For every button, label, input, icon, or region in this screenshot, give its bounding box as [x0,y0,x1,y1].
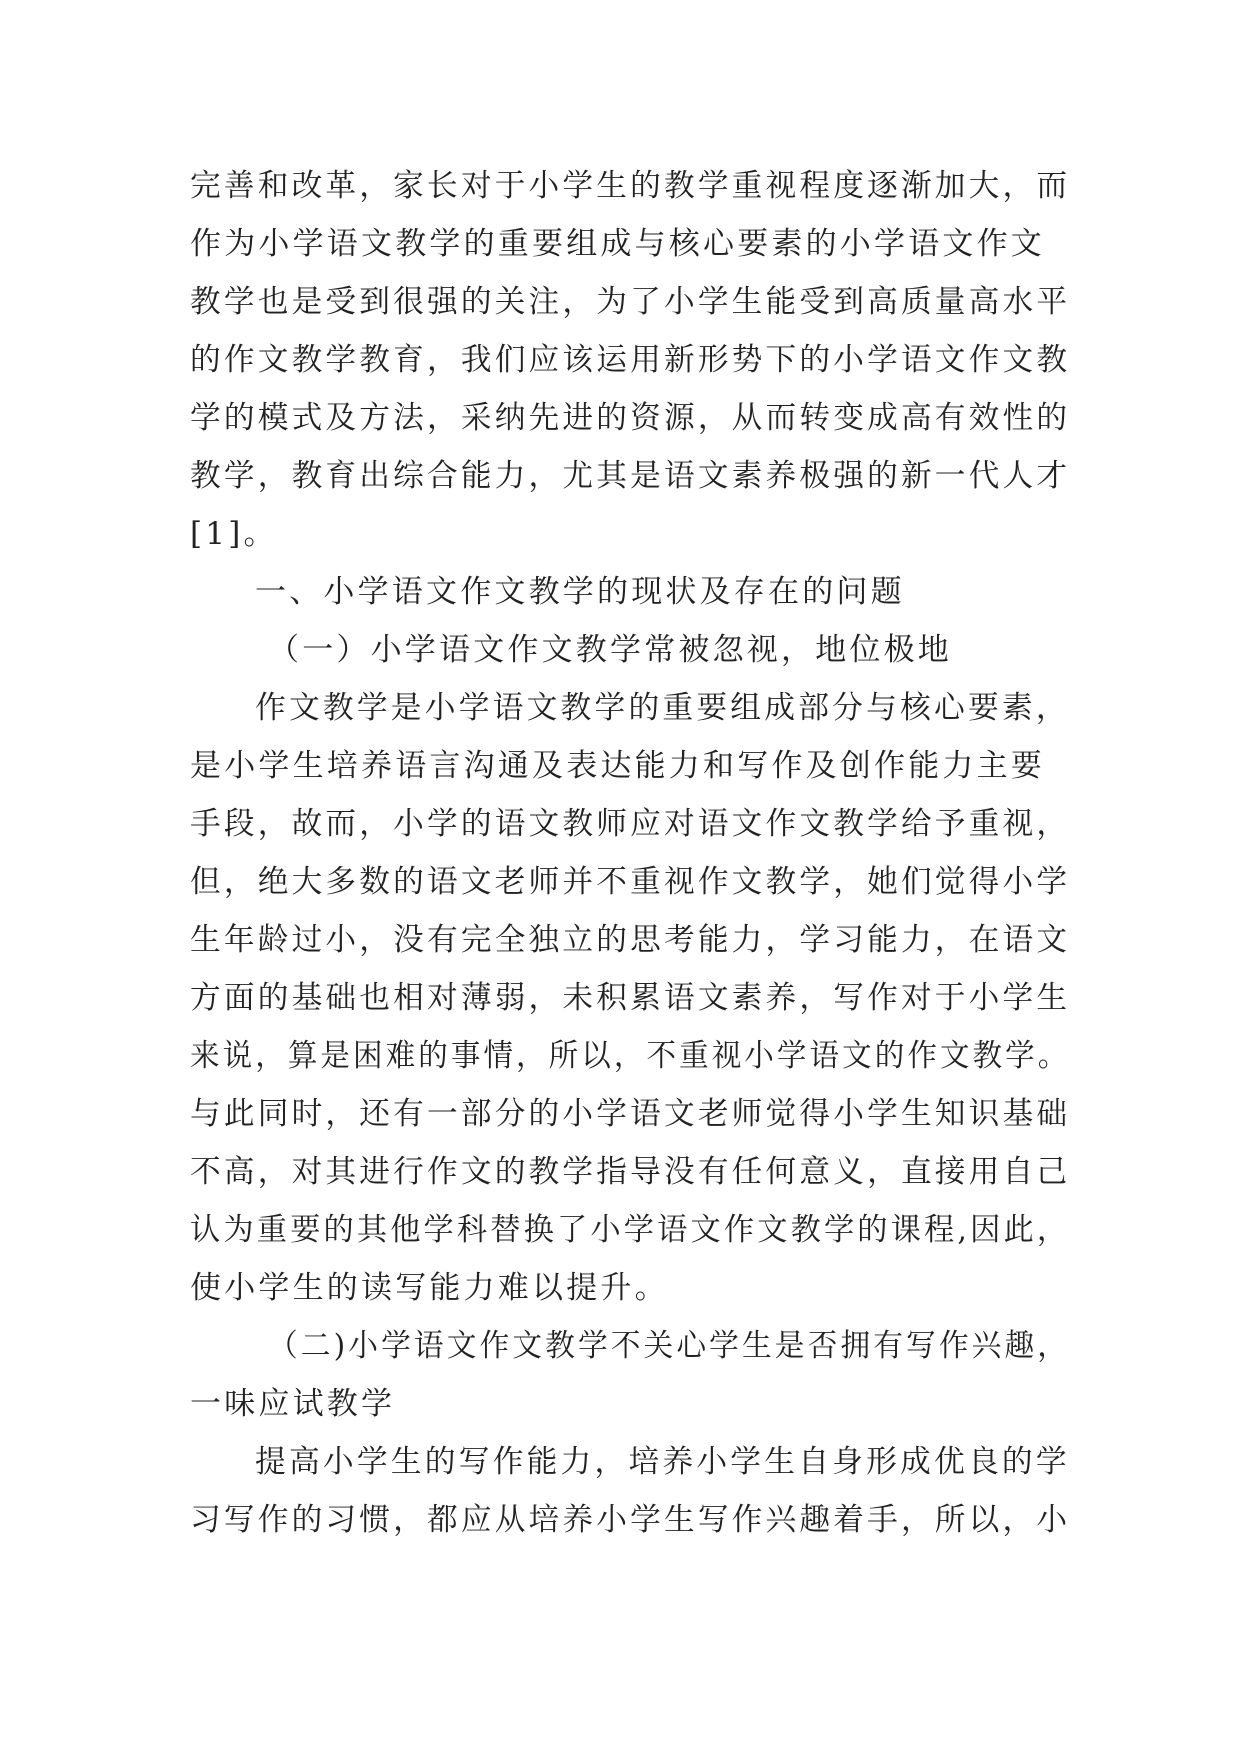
text-line: 生年龄过小，没有完全独立的思考能力，学习能力，在语文 [190,922,1071,958]
text-line: 但，绝大多数的语文老师并不重视作文教学，她们觉得小学 [190,864,1071,900]
text-line: 方面的基础也相对薄弱，未积累语文素养，写作对于小学生 [190,980,1071,1016]
text-line: 的作文教学教育，我们应该运用新形势下的小学语文作文教 [190,342,1071,378]
text-line: 完善和改革，家长对于小学生的教学重视程度逐渐加大，而 [190,168,1071,204]
text-line: 提高小学生的写作能力，培养小学生自身形成优良的学 [255,1444,1070,1480]
text-line: 习写作的习惯，都应从培养小学生写作兴趣着手，所以，小 [190,1502,1071,1538]
text-line: 是小学生培养语言沟通及表达能力和写作及创作能力主要 [190,748,1045,784]
text-line: 学的模式及方法，采纳先进的资源，从而转变成高有效性的 [190,400,1071,436]
subsection-heading: （一）小学语文作文教学常被忽视，地位极地 [268,632,952,668]
subsection-heading: （二)小学语文作文教学不关心学生是否拥有写作兴趣， [268,1328,1071,1364]
text-line: 教学，教育出综合能力，尤其是语文素养极强的新一代人才 [190,458,1071,494]
text-line: 使小学生的读写能力难以提升。 [190,1270,669,1306]
section-heading: 一、小学语文作文教学的现状及存在的问题 [255,574,905,610]
text-line: 与此同时，还有一部分的小学语文老师觉得小学生知识基础 [190,1096,1071,1132]
text-line: 教学也是受到很强的关注，为了小学生能受到高质量高水平 [190,284,1071,320]
text-line: 作文教学是小学语文教学的重要组成部分与核心要素， [255,690,1070,726]
text-line: [1]。 [190,516,278,552]
text-line: 认为重要的其他学科替换了小学语文作文教学的课程,因此， [190,1212,1071,1248]
text-line: 来说，算是困难的事情，所以，不重视小学语文的作文教学。 [190,1038,1071,1074]
text-line: 手段，故而，小学的语文教师应对语文作文教学给予重视， [190,806,1071,842]
text-line: 不高，对其进行作文的教学指导没有任何意义，直接用自己 [190,1154,1071,1190]
subsection-heading-continued: 一味应试教学 [190,1386,396,1422]
text-line: 作为小学语文教学的重要组成与核心要素的小学语文作文 [190,226,1045,262]
